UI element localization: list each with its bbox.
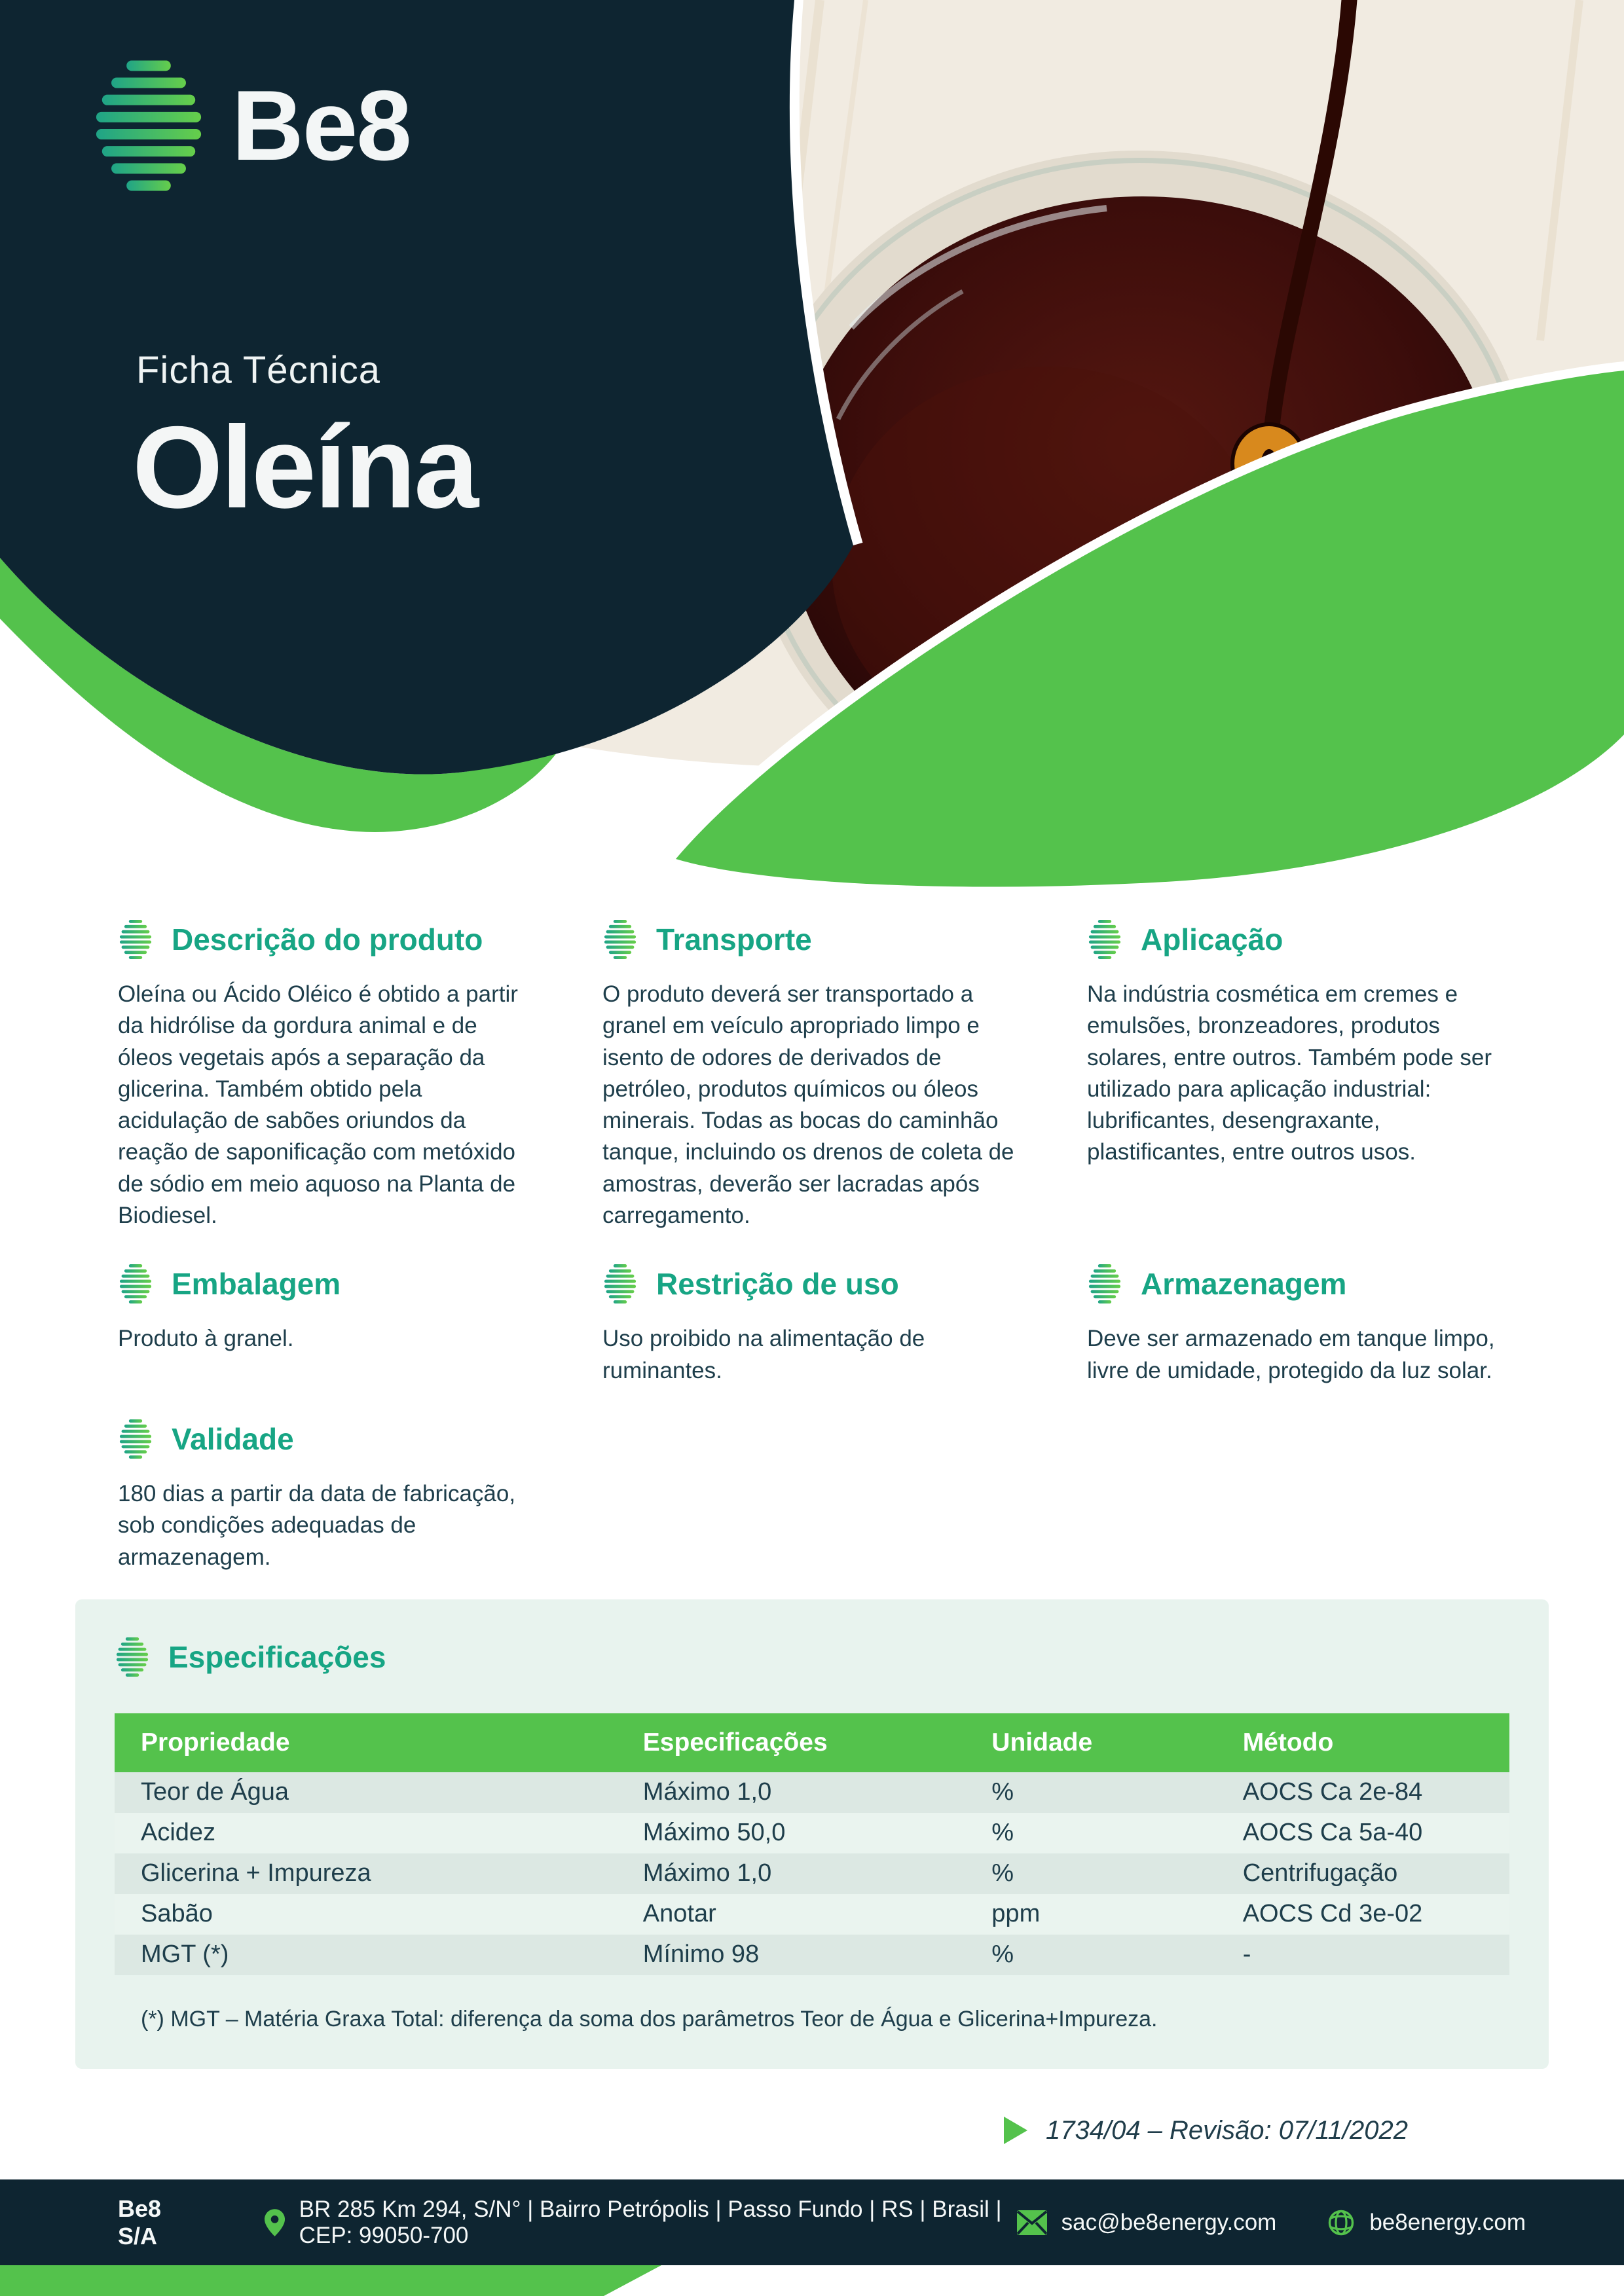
be8-sphere-icon (115, 1637, 150, 1677)
footer-bar (0, 2179, 1624, 2265)
section-heading (1087, 1264, 1506, 1303)
section-body: Oleína ou Ácido Oléico é obtido a partir da hidrólise da gordura animal e de óleos vegetais após a separação da glicerina. Também obtido pela acidulação de sabões oriundos da reação de saponificação com metóxido de sódio em meio aquoso na Planta de Biodiesel. (118, 981, 518, 1229)
company-address: BR 285 Km 294, S/N° | Bairro Petrópolis | Passo Fundo | RS | Brasil | CEP: 99050-700 (299, 2196, 1002, 2248)
be8-sphere-icon (118, 1419, 153, 1459)
be8-sphere-icon (118, 920, 153, 959)
spec-cell: Máximo 50,0 (642, 1819, 786, 1847)
revision-line (118, 2116, 1408, 2145)
spec-row (115, 1853, 1509, 1894)
spec-column-header: Propriedade (115, 1713, 617, 1772)
company-name: Be8 S/A (118, 2195, 162, 2250)
section-aplicacao (1087, 920, 1506, 1231)
spec-cell: AOCS Cd 3e-02 (1242, 1900, 1423, 1928)
be8-sphere-icon (602, 920, 638, 959)
hero-banner (0, 0, 1624, 894)
spec-cell: AOCS Ca 2e-84 (1242, 1778, 1423, 1806)
spec-header-row (115, 1713, 1509, 1772)
website-link[interactable]: be8energy.com (1369, 2209, 1526, 2235)
spec-cell: Sabão (141, 1900, 213, 1928)
section-heading (602, 1264, 1022, 1303)
section-title: Validade (172, 1421, 294, 1456)
address-block (265, 2196, 1017, 2249)
be8-sphere-icon (118, 1264, 153, 1303)
email-block (1017, 2210, 1277, 2236)
section-heading (118, 920, 537, 959)
section-descricao (118, 920, 537, 1231)
email-link[interactable]: sac@be8energy.com (1061, 2209, 1277, 2235)
green-ribbon (0, 2265, 661, 2296)
envelope-icon (1017, 2210, 1047, 2235)
spec-cell: Acidez (141, 1819, 216, 1847)
be8-sphere-icon (1087, 1264, 1122, 1303)
spec-cell: % (991, 1778, 1014, 1806)
footer-content (0, 2179, 1624, 2265)
spec-cell: Máximo 1,0 (642, 1859, 772, 1887)
section-body: O produto deverá ser transportado a granel em veículo apropriado limpo e isento de odores de derivados de petróleo, produtos químicos ou óleos minerais. Todas as bocas do caminhão tanque, incluindo os drenos de coleta de amostras, deverão ser lacradas após carregamento. (602, 981, 1014, 1229)
bottom-strip (0, 2265, 1624, 2296)
spec-column-header: Unidade (965, 1713, 1216, 1772)
spec-cell: Máximo 1,0 (642, 1778, 772, 1806)
spec-row (115, 1772, 1509, 1813)
document-type-label: Ficha Técnica (136, 349, 380, 392)
specifications-table (115, 1713, 1509, 1975)
spec-column-header: Método (1217, 1713, 1509, 1772)
sections-grid (118, 920, 1506, 1573)
spec-cell: Teor de Água (141, 1778, 289, 1806)
section-body: Na indústria cosmética em cremes e emulsões, bronzeadores, produtos solares, entre outros. Também pode ser utilizado para aplicação industrial: lubrificantes, desengraxante, plastificantes, entre outros usos. (1087, 981, 1492, 1165)
play-triangle-icon (1004, 2117, 1027, 2144)
spec-cell: - (1242, 1941, 1251, 1969)
spec-cell: Mínimo 98 (642, 1941, 760, 1969)
section-title: Especificações (168, 1639, 386, 1674)
revision-text: 1734/04 – Revisão: 07/11/2022 (1045, 2115, 1408, 2145)
section-heading (1087, 920, 1506, 959)
section-title: Transporte (656, 922, 812, 957)
spec-cell: % (991, 1941, 1014, 1969)
section-heading (118, 1264, 537, 1303)
section-title: Restrição de uso (656, 1267, 899, 1302)
hero-text (132, 348, 477, 532)
section-heading (115, 1637, 1509, 1677)
section-body: Produto à granel. (118, 1326, 294, 1352)
spec-cell: % (991, 1819, 1014, 1847)
spec-row (115, 1894, 1509, 1935)
section-restricao-de-uso (602, 1264, 1022, 1387)
spec-cell: % (991, 1859, 1014, 1887)
section-title: Embalagem (172, 1267, 341, 1302)
spec-column-header: Especificações (617, 1713, 966, 1772)
be8-logo (90, 60, 411, 191)
section-title: Aplicação (1141, 922, 1283, 957)
website-block (1327, 2209, 1526, 2236)
spec-cell: Glicerina + Impureza (141, 1859, 371, 1887)
section-body: Uso proibido na alimentação de ruminantes. (602, 1326, 925, 1383)
section-heading (602, 920, 1022, 959)
section-heading (118, 1419, 537, 1459)
spec-footnote: (*) MGT – Matéria Graxa Total: diferença da soma dos parâmetros Teor de Água e Glicerina+Impureza. (141, 2006, 1158, 2032)
specifications-panel (75, 1599, 1549, 2069)
section-title: Armazenagem (1141, 1267, 1347, 1302)
spec-cell: AOCS Ca 5a-40 (1242, 1819, 1423, 1847)
section-title: Descrição do produto (172, 922, 483, 957)
spec-cell: ppm (991, 1900, 1041, 1928)
spec-row (115, 1813, 1509, 1853)
section-armazenagem (1087, 1264, 1506, 1387)
spec-cell: MGT (*) (141, 1941, 229, 1969)
be8-logo-text: Be8 (232, 69, 411, 181)
be8-sphere-icon (602, 1264, 638, 1303)
section-transporte (602, 920, 1022, 1231)
section-validade (118, 1419, 537, 1573)
spec-cell: Anotar (642, 1900, 716, 1928)
page-title: Oleína (132, 402, 477, 532)
section-body: Deve ser armazenado em tanque limpo, livre de umidade, protegido da luz solar. (1087, 1326, 1495, 1383)
be8-sphere-icon (90, 60, 207, 191)
location-pin-icon (265, 2206, 285, 2240)
section-embalagem (118, 1264, 537, 1387)
spec-cell: Centrifugação (1242, 1859, 1398, 1887)
spec-row (115, 1935, 1509, 1975)
globe-icon (1327, 2209, 1355, 2236)
be8-sphere-icon (1087, 920, 1122, 959)
main-content (0, 894, 1624, 2145)
section-body: 180 dias a partir da data de fabricação, sob condições adequadas de armazenagem. (118, 1480, 516, 1570)
